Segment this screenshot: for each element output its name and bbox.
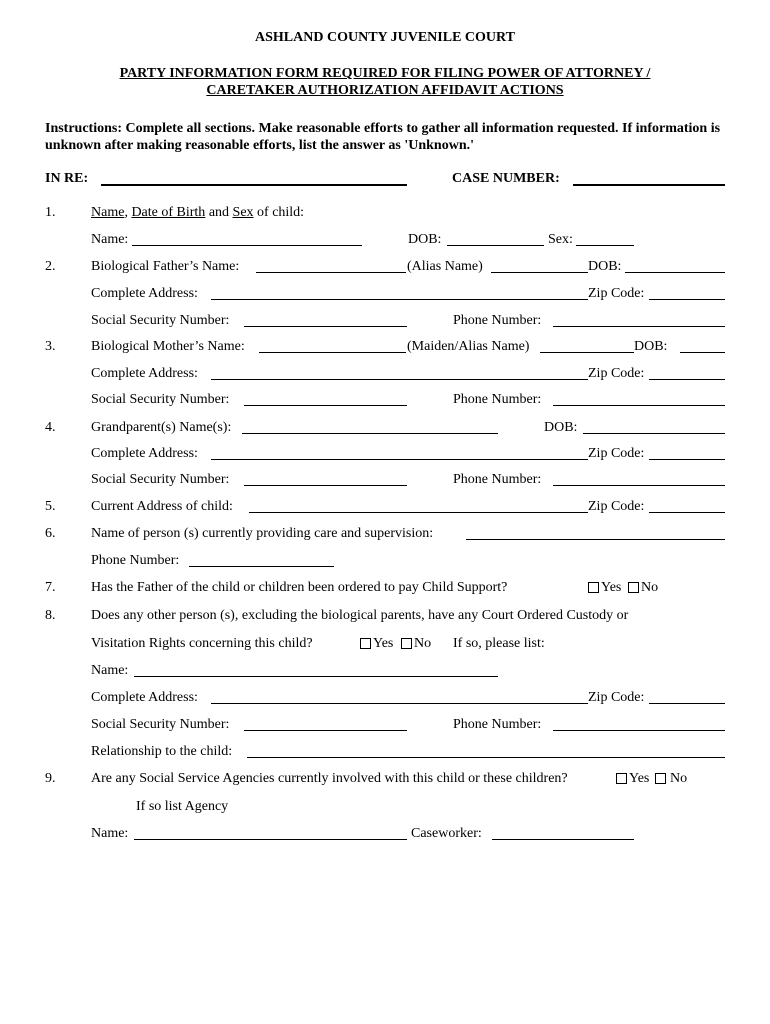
child-zip-field[interactable] — [649, 512, 725, 513]
grandparent-dob-label: DOB: — [544, 420, 578, 435]
mother-phone-label: Phone Number: — [453, 392, 542, 407]
caregiver-label: Name of person (s) currently providing care and supervision: — [91, 526, 434, 541]
mother-dob-field[interactable] — [680, 352, 725, 353]
child-support-no-checkbox[interactable] — [628, 582, 639, 593]
father-ssn-field[interactable] — [244, 326, 407, 327]
father-alias-label: (Alias Name) — [407, 259, 483, 274]
heading-name: Name — [91, 205, 125, 220]
in-re-label: IN RE: — [45, 171, 89, 186]
grandparent-zip-label: Zip Code: — [588, 446, 645, 461]
mother-phone-field[interactable] — [553, 405, 725, 406]
form-title-line1: PARTY INFORMATION FORM REQUIRED FOR FILING POWER OF ATTORNEY / — [119, 66, 651, 81]
form-title-line2: CARETAKER AUTHORIZATION AFFIDAVIT ACTIONS — [206, 83, 564, 98]
custody-if-so-label: If so, please list: — [453, 636, 545, 651]
father-alias-field[interactable] — [491, 272, 588, 273]
agency-yes-checkbox[interactable] — [616, 773, 627, 784]
mother-ssn-label: Social Security Number: — [91, 392, 230, 407]
agency-yes-label: Yes — [629, 771, 650, 786]
custody-name-field[interactable] — [134, 676, 498, 677]
grandparent-name-label: Grandparent(s) Name(s): — [91, 420, 232, 435]
child-dob-field[interactable] — [447, 245, 544, 246]
child-sex-field[interactable] — [576, 245, 634, 246]
father-zip-label: Zip Code: — [588, 286, 645, 301]
custody-question-line2: Visitation Rights concerning this child? — [91, 636, 313, 651]
agency-no-label: No — [670, 771, 688, 786]
child-support-yes-label: Yes — [601, 580, 622, 595]
section-4-number: 4. — [45, 420, 56, 435]
agency-if-so-label: If so list Agency — [136, 799, 229, 814]
custody-yes-checkbox[interactable] — [360, 638, 371, 649]
mother-dob-label: DOB: — [634, 339, 668, 354]
father-dob-label: DOB: — [588, 259, 622, 274]
child-zip-label: Zip Code: — [588, 499, 645, 514]
instructions: Instructions: Complete all sections. Make reasonable efforts to gather all information requested. If information is unknown after making reasonable efforts, list the answer as 'Unknown.' — [45, 121, 721, 153]
custody-relationship-label: Relationship to the child: — [91, 744, 233, 759]
court-title: ASHLAND COUNTY JUVENILE COURT — [255, 30, 515, 45]
caseworker-label: Caseworker: — [411, 826, 482, 841]
mother-address-label: Complete Address: — [91, 366, 198, 381]
heading-tail: of child: — [253, 205, 305, 220]
heading-dob: Date of Birth — [131, 205, 206, 220]
custody-phone-field[interactable] — [553, 730, 725, 731]
agency-question: Are any Social Service Agencies currently involved with this child or these children? — [91, 771, 568, 786]
custody-address-label: Complete Address: — [91, 690, 198, 705]
mother-ssn-field[interactable] — [244, 405, 407, 406]
caregiver-phone-field[interactable] — [189, 566, 334, 567]
custody-address-field[interactable] — [211, 703, 588, 704]
heading-sep: , — [124, 205, 132, 220]
father-dob-field[interactable] — [625, 272, 725, 273]
father-phone-label: Phone Number: — [453, 313, 542, 328]
grandparent-ssn-field[interactable] — [244, 485, 407, 486]
father-name-label: Biological Father’s Name: — [91, 259, 240, 274]
child-sex-label: Sex: — [548, 232, 573, 247]
custody-zip-field[interactable] — [649, 703, 725, 704]
caregiver-phone-label: Phone Number: — [91, 553, 180, 568]
agency-name-field[interactable] — [134, 839, 407, 840]
grandparent-phone-label: Phone Number: — [453, 472, 542, 487]
father-phone-field[interactable] — [553, 326, 725, 327]
caregiver-field[interactable] — [466, 539, 725, 540]
father-address-field[interactable] — [211, 299, 588, 300]
heading-and: and — [205, 205, 233, 220]
child-current-address-label: Current Address of child: — [91, 499, 233, 514]
case-number-label: CASE NUMBER: — [452, 171, 560, 186]
grandparent-zip-field[interactable] — [649, 459, 725, 460]
father-address-label: Complete Address: — [91, 286, 198, 301]
mother-maiden-field[interactable] — [540, 352, 634, 353]
section-3-number: 3. — [45, 339, 56, 354]
grandparent-dob-field[interactable] — [583, 433, 725, 434]
child-name-field[interactable] — [132, 245, 362, 246]
mother-name-label: Biological Mother’s Name: — [91, 339, 245, 354]
case-number-field[interactable] — [573, 184, 725, 186]
mother-name-field[interactable] — [259, 352, 406, 353]
custody-relationship-field[interactable] — [247, 757, 725, 758]
custody-yes-label: Yes — [373, 636, 394, 651]
custody-name-label: Name: — [91, 663, 129, 678]
grandparent-phone-field[interactable] — [553, 485, 725, 486]
custody-no-label: No — [414, 636, 432, 651]
custody-ssn-field[interactable] — [244, 730, 407, 731]
father-name-field[interactable] — [256, 272, 406, 273]
mother-address-field[interactable] — [211, 379, 588, 380]
custody-question-line1: Does any other person (s), excluding the biological parents, have any Court Ordered Custody or — [91, 608, 629, 623]
agency-name-label: Name: — [91, 826, 129, 841]
agency-no-checkbox[interactable] — [655, 773, 666, 784]
custody-no-checkbox[interactable] — [401, 638, 412, 649]
custody-phone-label: Phone Number: — [453, 717, 542, 732]
custody-zip-label: Zip Code: — [588, 690, 645, 705]
grandparent-address-label: Complete Address: — [91, 446, 198, 461]
father-zip-field[interactable] — [649, 299, 725, 300]
section-9-number: 9. — [45, 771, 56, 786]
mother-zip-label: Zip Code: — [588, 366, 645, 381]
grandparent-address-field[interactable] — [211, 459, 588, 460]
mother-maiden-label: (Maiden/Alias Name) — [407, 339, 530, 354]
child-support-no-label: No — [641, 580, 659, 595]
custody-ssn-label: Social Security Number: — [91, 717, 230, 732]
child-name-label: Name: — [91, 232, 129, 247]
grandparent-name-field[interactable] — [242, 433, 498, 434]
in-re-field[interactable] — [101, 184, 407, 186]
section-6-number: 6. — [45, 526, 56, 541]
section-5-number: 5. — [45, 499, 56, 514]
child-current-address-field[interactable] — [249, 512, 588, 513]
child-dob-label: DOB: — [408, 232, 442, 247]
heading-sex: Sex — [232, 205, 254, 220]
child-support-yes-checkbox[interactable] — [588, 582, 599, 593]
child-support-question: Has the Father of the child or children been ordered to pay Child Support? — [91, 580, 508, 595]
section-1-number: 1. — [45, 205, 56, 220]
section-2-number: 2. — [45, 259, 56, 274]
grandparent-ssn-label: Social Security Number: — [91, 472, 230, 487]
father-ssn-label: Social Security Number: — [91, 313, 230, 328]
mother-zip-field[interactable] — [649, 379, 725, 380]
caseworker-field[interactable] — [492, 839, 634, 840]
section-8-number: 8. — [45, 608, 56, 623]
section-7-number: 7. — [45, 580, 56, 595]
section-1-heading — [91, 205, 304, 221]
